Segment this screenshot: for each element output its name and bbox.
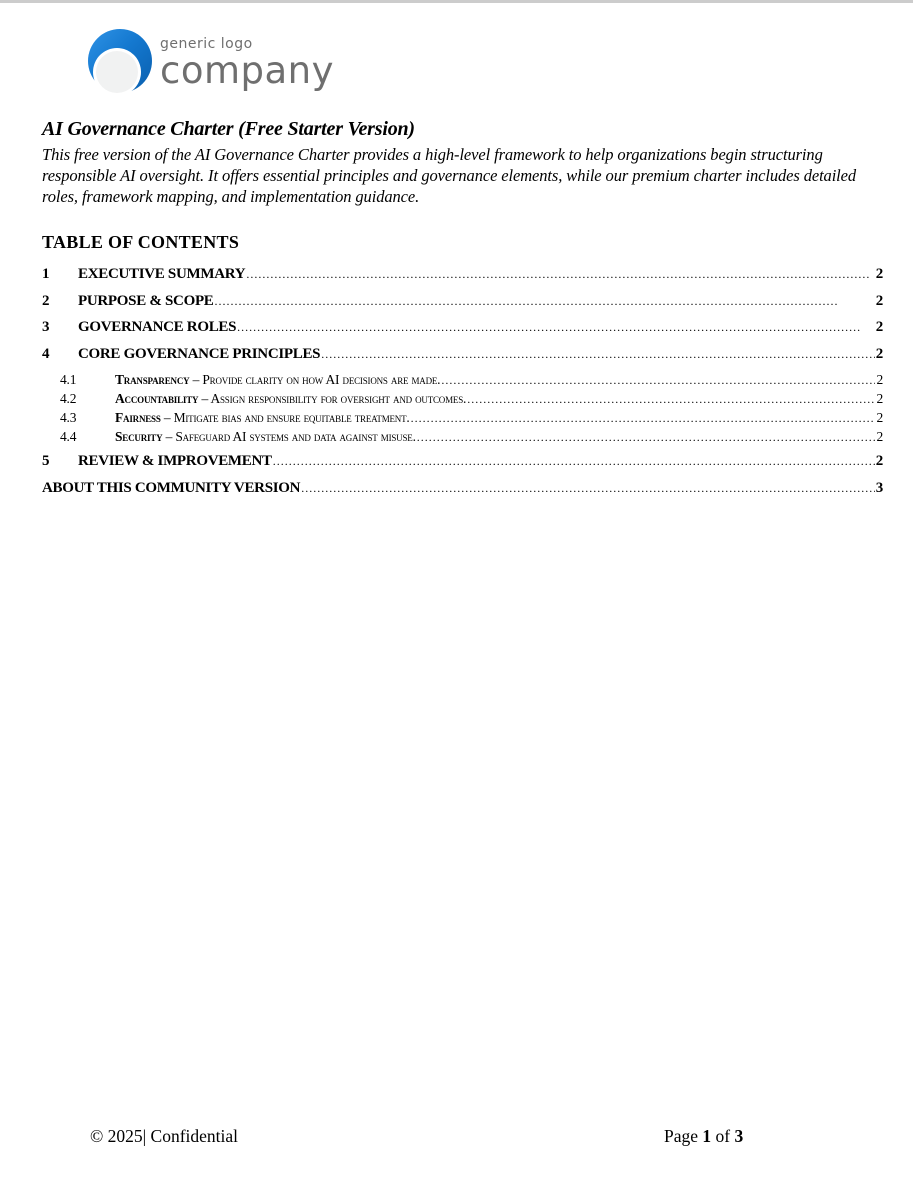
- toc-entry-governance-roles[interactable]: [42, 319, 883, 335]
- toc-entry-number: 4: [42, 345, 50, 362]
- toc-subentry-term: Accountability: [115, 391, 199, 406]
- toc-subentry-accountability[interactable]: [42, 391, 883, 407]
- footer-page-label: Page: [664, 1126, 703, 1146]
- logo-tagline: generic logo: [160, 36, 253, 52]
- toc-subentry-description: – Provide clarity on how AI decisions are made.: [189, 372, 441, 387]
- dot-leader: [417, 429, 876, 445]
- toc-subentry-term: Security: [115, 429, 163, 444]
- toc-subentry-page-number: 2: [876, 391, 883, 406]
- toc-entry-number: 2: [42, 292, 50, 309]
- toc-entry-about-community-version[interactable]: [42, 480, 883, 496]
- footer-page-current: 1: [702, 1126, 712, 1146]
- dot-leader: [246, 266, 874, 282]
- toc-entry-executive-summary[interactable]: [42, 266, 883, 282]
- page-content: [0, 29, 913, 496]
- toc-entry-page-number: 2: [875, 266, 883, 282]
- toc-entry-core-governance-principles[interactable]: [42, 346, 883, 362]
- toc-subentry-description: – Assign responsibility for oversight and outcomes.: [198, 391, 467, 406]
- document-title: AI Governance Charter (Free Starter Version): [42, 118, 415, 140]
- dot-leader: [467, 391, 875, 407]
- toc-subentry-label: [115, 429, 416, 444]
- toc-subentry-description: – Safeguard AI systems and data against misuse.: [162, 429, 416, 444]
- dot-leader: [215, 293, 875, 309]
- toc-entry-page-number: 2: [875, 319, 883, 335]
- toc-subentry-number: 4.3: [60, 410, 77, 425]
- dot-leader: [301, 480, 875, 496]
- toc-subentry-number: 4.1: [60, 372, 77, 387]
- toc-entry-label: EXECUTIVE SUMMARY: [78, 266, 246, 282]
- logo-text: [160, 29, 335, 92]
- toc-entry-page-number: 2: [875, 453, 883, 469]
- toc-entry-number: 3: [42, 319, 50, 335]
- logo-company-name: company: [160, 49, 335, 92]
- toc-entry-label: PURPOSE & SCOPE: [78, 292, 214, 309]
- toc-subentry-fairness[interactable]: [42, 410, 883, 426]
- dot-leader: [273, 453, 875, 469]
- toc-subentry-number: 4.4: [60, 429, 77, 444]
- toc-entry-page-number: 2: [875, 345, 883, 362]
- toc-entry-page-number: 3: [875, 479, 883, 496]
- dot-leader: [441, 372, 875, 388]
- toc-subentry-page-number: 2: [876, 372, 883, 387]
- footer-copyright: © 2025| Confidential: [90, 1126, 239, 1146]
- toc-subentry-description: – Mitigate bias and ensure equitable treatment.: [160, 410, 410, 425]
- company-logo-icon: [88, 29, 152, 93]
- toc-entry-label: ABOUT THIS COMMUNITY VERSION: [42, 479, 301, 496]
- toc-entry-number: 1: [42, 266, 50, 282]
- toc-entry-label: REVIEW & IMPROVEMENT: [78, 453, 272, 469]
- toc-entry-page-number: 2: [875, 292, 883, 309]
- footer-page-indicator: [664, 1126, 743, 1147]
- toc-subentry-label: [115, 372, 440, 387]
- footer-page-total: 3: [734, 1126, 744, 1146]
- toc-entry-number: 5: [42, 453, 50, 469]
- toc-heading: TABLE OF CONTENTS: [42, 232, 240, 252]
- dot-leader: [321, 346, 875, 362]
- toc-subentry-number: 4.2: [60, 391, 77, 406]
- toc-subentry-security[interactable]: [42, 429, 883, 445]
- logo-white-circle-icon: [96, 51, 138, 93]
- toc-entry-purpose-scope[interactable]: [42, 293, 883, 309]
- table-of-contents: [42, 266, 883, 496]
- document-intro: This free version of the AI Governance Charter provides a high-level framework to help organizations begin structuring responsible AI oversight. It offers essential principles and governance elements, while our premium charter includes detailed roles, framework mapping, and implementation guidance.: [42, 145, 857, 206]
- toc-subentry-label: [115, 410, 410, 425]
- page-footer: [0, 1126, 913, 1154]
- toc-entry-review-improvement[interactable]: [42, 453, 883, 469]
- company-logo: [88, 29, 883, 95]
- footer-page-of: of: [711, 1126, 735, 1146]
- toc-entry-label: CORE GOVERNANCE PRINCIPLES: [78, 345, 321, 362]
- toc-subentry-page-number: 2: [876, 429, 883, 444]
- toc-subentry-label: [115, 391, 466, 406]
- toc-subentry-term: Transparency: [115, 372, 190, 387]
- dot-leader: [237, 319, 875, 335]
- toc-subentry-term: Fairness: [115, 410, 161, 425]
- dot-leader: [411, 410, 876, 426]
- toc-entry-label: GOVERNANCE ROLES: [78, 319, 237, 335]
- toc-subentry-transparency[interactable]: [42, 372, 883, 388]
- toc-subentry-page-number: 2: [876, 410, 883, 425]
